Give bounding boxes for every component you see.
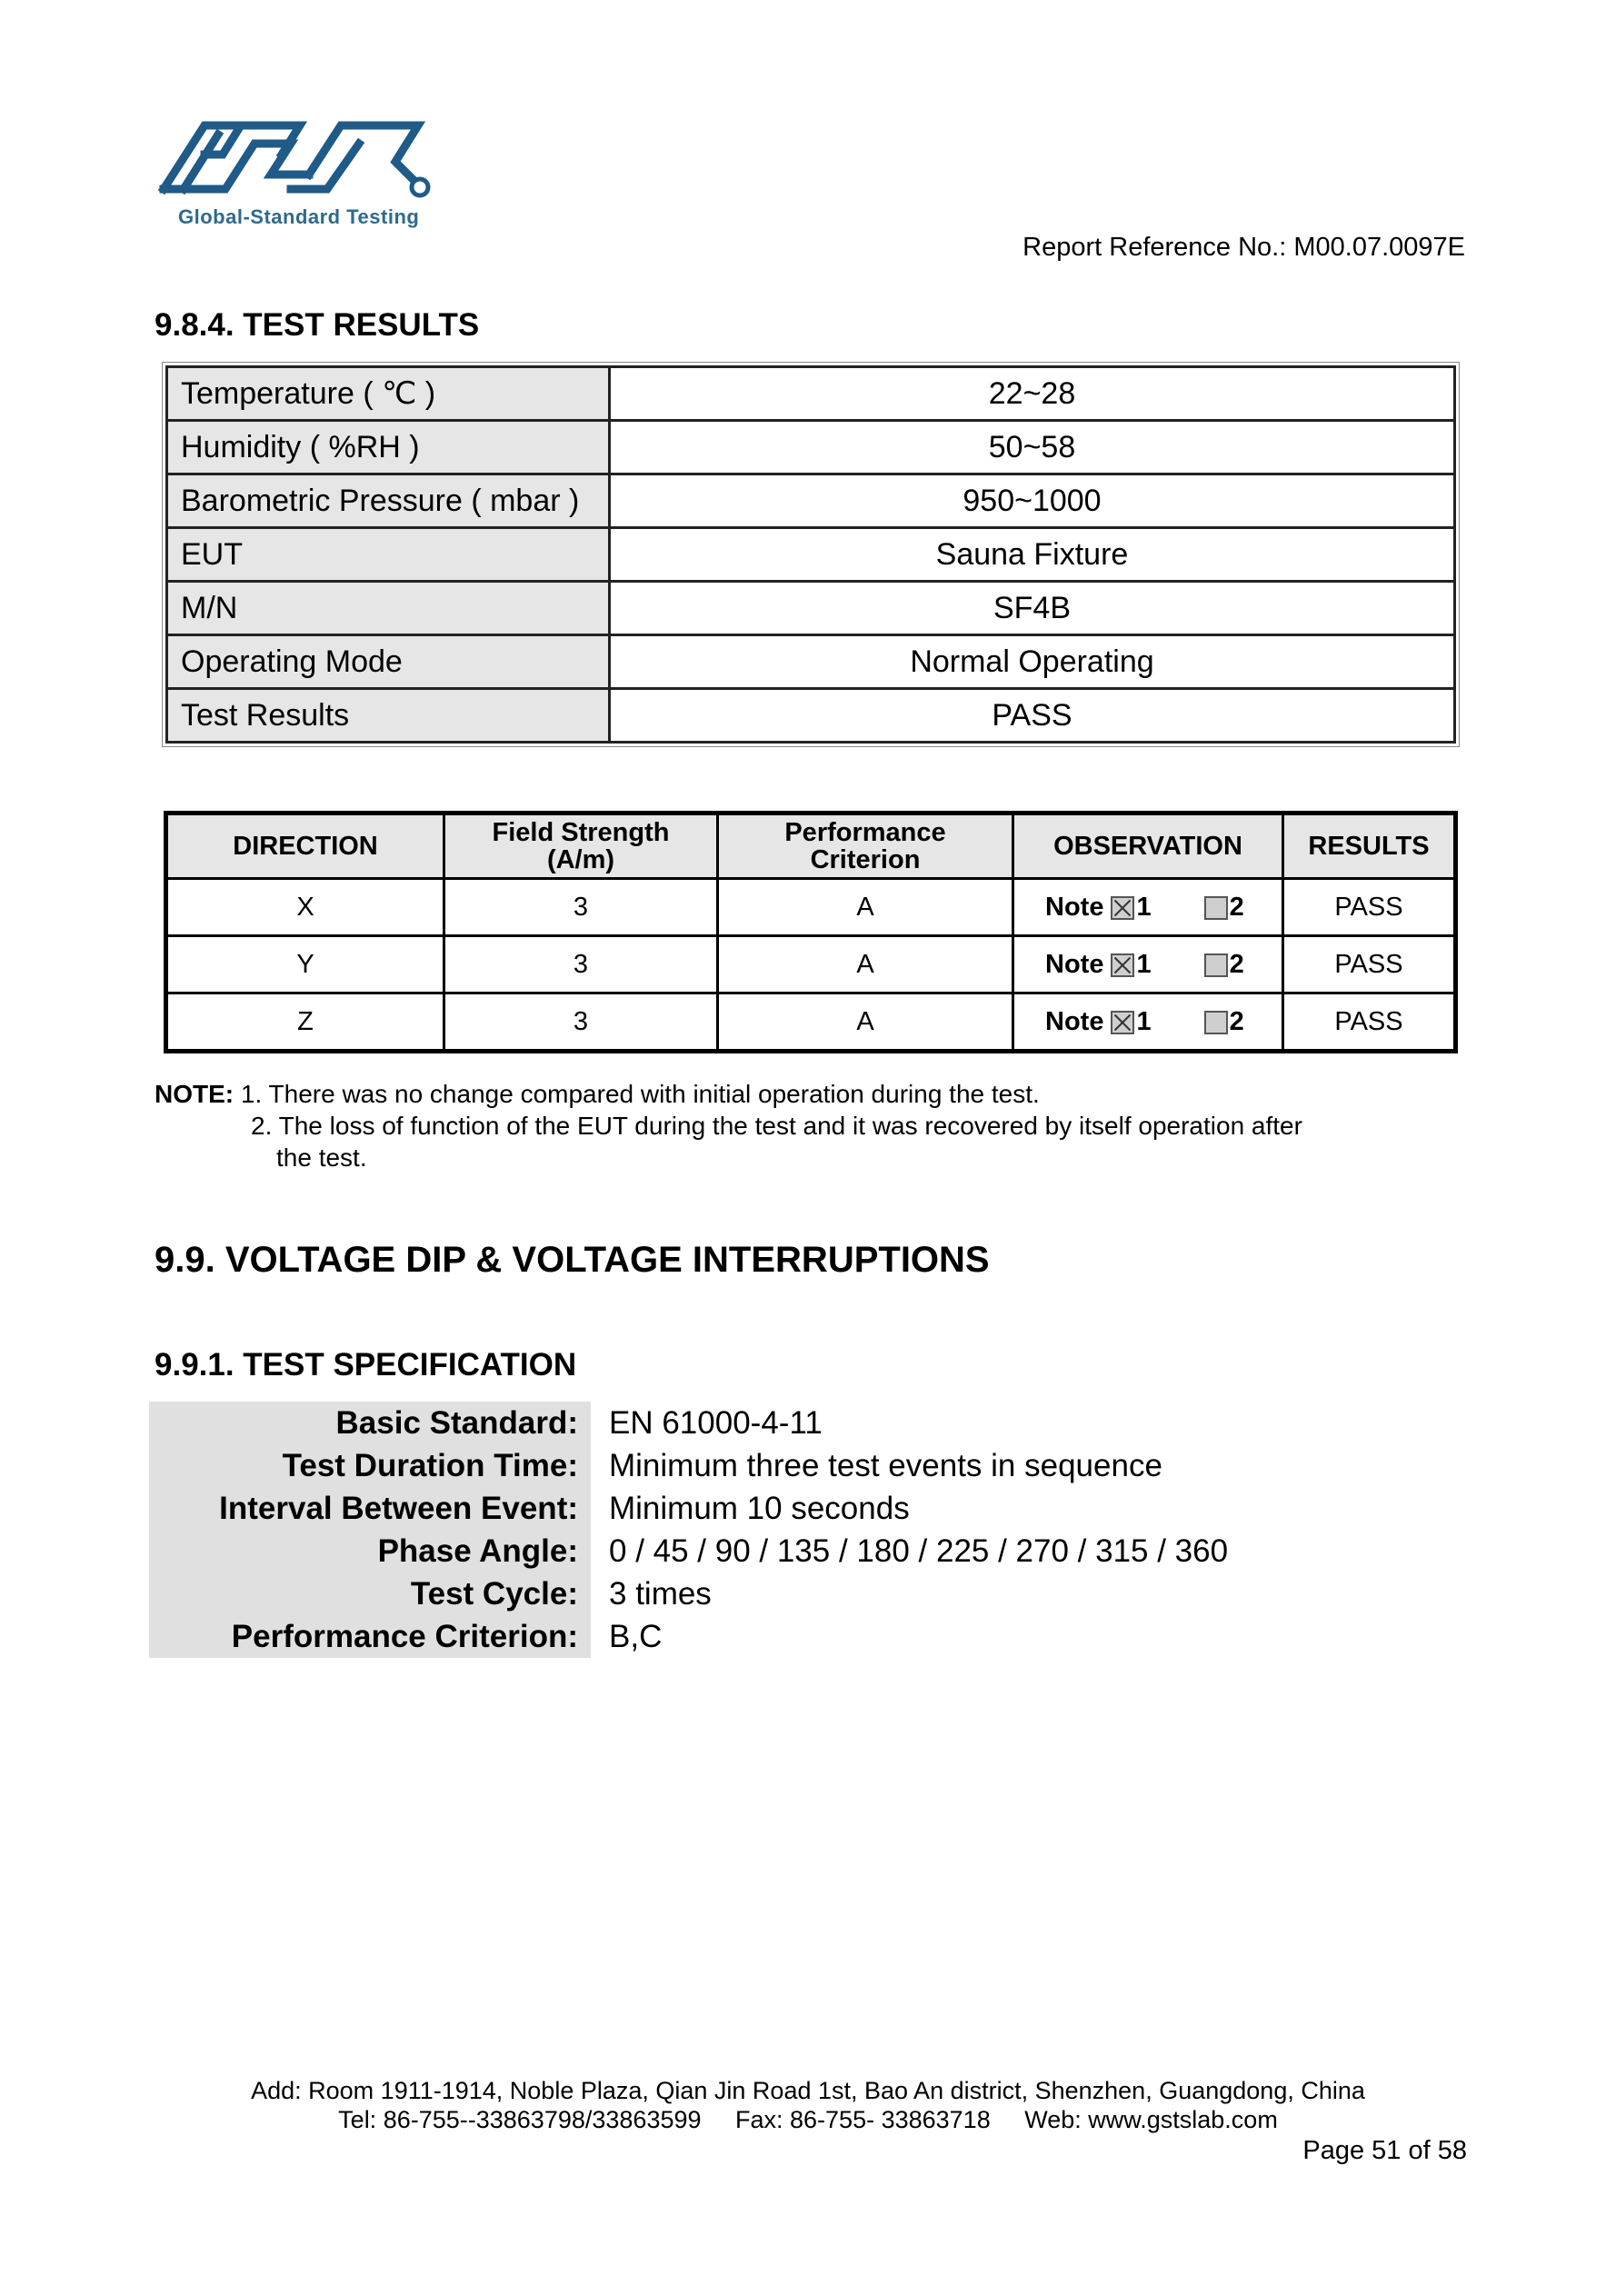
header-field-strength: Field Strength (A/m)	[444, 814, 718, 879]
header-performance-criterion: Performance Criterion	[718, 814, 1013, 879]
condition-value: 950~1000	[610, 474, 1455, 528]
note-option-1: 1	[1136, 1006, 1152, 1036]
logo-caption: Global-Standard Testing	[178, 205, 420, 228]
table-header-row	[166, 814, 1456, 879]
section-title-voltage-dip: 9.9. VOLTAGE DIP & VOLTAGE INTERRUPTIONS	[155, 1240, 990, 1280]
spec-value: EN 61000-4-11	[609, 1404, 823, 1441]
table-row	[167, 421, 1455, 474]
spec-key: Phase Angle:	[149, 1530, 591, 1572]
direction-cell: Y	[166, 936, 444, 993]
field-strength-cell: 3	[444, 936, 718, 993]
field-strength-cell: 3	[444, 993, 718, 1052]
condition-value: SF4B	[610, 582, 1455, 635]
criterion-cell: A	[718, 993, 1013, 1052]
report-reference: Report Reference No.: M00.07.0097E	[1022, 233, 1465, 262]
condition-label: EUT	[167, 528, 610, 582]
table-row	[167, 582, 1455, 635]
table-row	[167, 689, 1455, 743]
header-direction: DIRECTION	[166, 814, 444, 879]
condition-value: 22~28	[610, 367, 1455, 421]
direction-cell: Z	[166, 993, 444, 1052]
table-row	[167, 528, 1455, 582]
spec-value: Minimum three test events in sequence	[609, 1447, 1162, 1483]
spec-value: B,C	[609, 1618, 663, 1654]
observation-cell	[1013, 936, 1283, 993]
condition-value: Sauna Fixture	[610, 528, 1455, 582]
condition-label: Operating Mode	[167, 635, 610, 689]
spec-key: Test Cycle:	[149, 1572, 591, 1615]
table-row	[166, 936, 1456, 993]
spec-row	[149, 1572, 1458, 1615]
header-observation: OBSERVATION	[1013, 814, 1283, 879]
test-conditions-table	[165, 365, 1456, 744]
direction-results-table	[164, 811, 1458, 1053]
checkbox-unchecked-icon	[1204, 953, 1228, 977]
notes-block	[155, 1078, 1427, 1173]
footer-address: Add: Room 1911-1914, Noble Plaza, Qian Jin Road 1st, Bao An district, Shenzhen, Guangdong, China	[251, 2077, 1365, 2104]
result-cell: PASS	[1283, 879, 1456, 936]
field-strength-cell: 3	[444, 879, 718, 936]
table-row	[166, 879, 1456, 936]
spec-row	[149, 1530, 1458, 1572]
table-row	[167, 474, 1455, 528]
condition-label: M/N	[167, 582, 610, 635]
table-row	[166, 993, 1456, 1052]
note-label: Note	[1045, 892, 1104, 922]
spec-value: 0 / 45 / 90 / 135 / 180 / 225 / 270 / 315 / 360	[609, 1532, 1229, 1569]
spec-value: Minimum 10 seconds	[609, 1490, 910, 1526]
spec-row	[149, 1615, 1458, 1658]
observation-cell	[1013, 879, 1283, 936]
spec-row	[149, 1444, 1458, 1487]
test-specification-list	[149, 1402, 1458, 1658]
footer-contact: Tel: 86-755--33863798/33863599 Fax: 86-755- 33863718 Web: www.gstslab.com	[338, 2106, 1278, 2133]
result-cell: PASS	[1283, 936, 1456, 993]
note-option-1: 1	[1136, 892, 1152, 922]
section-title-test-specification: 9.9.1. TEST SPECIFICATION	[155, 1347, 577, 1383]
spec-key: Interval Between Event:	[149, 1487, 591, 1530]
table-row	[167, 635, 1455, 689]
condition-label: Temperature ( ℃ )	[167, 367, 610, 421]
note-option-1: 1	[1136, 949, 1152, 979]
criterion-cell: A	[718, 936, 1013, 993]
spec-row	[149, 1487, 1458, 1530]
criterion-cell: A	[718, 879, 1013, 936]
condition-label: Humidity ( %RH )	[167, 421, 610, 474]
header-results: RESULTS	[1283, 814, 1456, 879]
note-line-1: 1. There was no change compared with initial operation during the test.	[240, 1080, 1040, 1108]
checkbox-checked-icon	[1111, 1011, 1134, 1034]
result-cell: PASS	[1283, 993, 1456, 1052]
note-line-2: 2. The loss of function of the EUT during the test and it was recovered by itself operation after	[251, 1112, 1302, 1140]
table-row	[167, 367, 1455, 421]
condition-value: PASS	[610, 689, 1455, 743]
direction-cell: X	[166, 879, 444, 936]
spec-row	[149, 1402, 1458, 1444]
checkbox-unchecked-icon	[1204, 1011, 1228, 1034]
note-line-3: the test.	[276, 1143, 367, 1172]
condition-label: Test Results	[167, 689, 610, 743]
checkbox-checked-icon	[1111, 953, 1134, 977]
notes-label: NOTE:	[155, 1080, 234, 1108]
condition-label: Barometric Pressure ( mbar )	[167, 474, 610, 528]
note-option-2: 2	[1229, 892, 1244, 922]
note-option-2: 2	[1229, 1006, 1244, 1036]
page-number: Page 51 of 58	[1302, 2136, 1467, 2165]
note-label: Note	[1045, 949, 1104, 979]
spec-value: 3 times	[609, 1575, 712, 1612]
section-title-test-results: 9.8.4. TEST RESULTS	[155, 307, 480, 343]
note-label: Note	[1045, 1006, 1104, 1036]
spec-key: Performance Criterion:	[149, 1615, 591, 1658]
checkbox-unchecked-icon	[1204, 896, 1228, 920]
condition-value: Normal Operating	[610, 635, 1455, 689]
condition-value: 50~58	[610, 421, 1455, 474]
spec-key: Basic Standard:	[149, 1402, 591, 1444]
observation-cell	[1013, 993, 1283, 1052]
note-option-2: 2	[1229, 949, 1244, 979]
spec-key: Test Duration Time:	[149, 1444, 591, 1487]
checkbox-checked-icon	[1111, 896, 1134, 920]
